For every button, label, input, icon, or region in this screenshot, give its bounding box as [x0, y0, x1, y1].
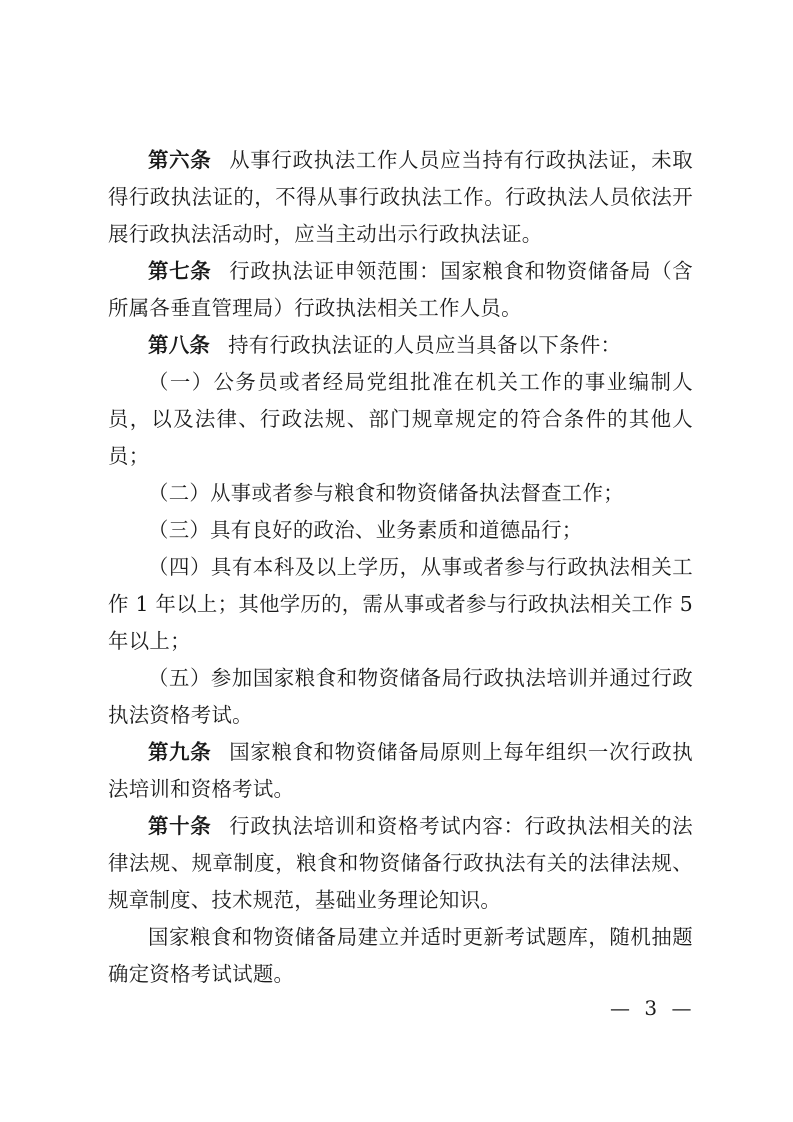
article-7 — [108, 253, 693, 327]
article-label: 第六条 — [148, 148, 212, 172]
article-10 — [108, 808, 693, 919]
condition-4 — [108, 549, 693, 660]
condition-5 — [108, 660, 693, 734]
article-label: 第十条 — [148, 814, 212, 838]
article-text: 国家粮食和物资储备局原则上每年组织一次行政执法培训和资格考试。 — [108, 740, 693, 801]
page-number: — 3 — — [610, 996, 696, 1020]
condition-3 — [108, 512, 693, 549]
condition-text: （四）具有本科及以上学历，从事或者参与行政执法相关工作 1 年以上；其他学历的，需从事或者参与行政执法相关工作 5 年以上； — [108, 555, 693, 653]
article-label: 第九条 — [148, 740, 212, 764]
condition-2 — [108, 475, 693, 512]
condition-text: （三）具有良好的政治、业务素质和道德品行； — [148, 518, 583, 542]
article-label: 第八条 — [148, 333, 211, 357]
article-text: 从事行政执法工作人员应当持有行政执法证，未取得行政执法证的，不得从事行政执法工作。行政执法人员依法开展行政执法活动时，应当主动出示行政执法证。 — [108, 148, 693, 246]
exam-question-bank-paragraph — [108, 919, 693, 993]
article-6 — [108, 142, 693, 253]
condition-text: （二）从事或者参与粮食和物资储备执法督查工作； — [148, 481, 624, 505]
article-8 — [108, 327, 693, 364]
article-9 — [108, 734, 693, 808]
article-label: 第七条 — [148, 259, 212, 283]
condition-text: （一）公务员或者经局党组批准在机关工作的事业编制人员，以及法律、行政法规、部门规章规定的符合条件的其他人员； — [108, 370, 693, 468]
condition-1 — [108, 364, 693, 475]
article-text: 持有行政执法证的人员应当具备以下条件： — [228, 333, 622, 357]
article-text: 行政执法培训和资格考试内容：行政执法相关的法律法规、规章制度，粮食和物资储备行政执法有关的法律法规、规章制度、技术规范，基础业务理论知识。 — [108, 814, 693, 912]
paragraph-text: 国家粮食和物资储备局建立并适时更新考试题库，随机抽题确定资格考试试题。 — [108, 925, 693, 986]
condition-text: （五）参加国家粮食和物资储备局行政执法培训并通过行政执法资格考试。 — [108, 666, 693, 727]
document-body — [108, 142, 693, 993]
article-text: 行政执法证申领范围：国家粮食和物资储备局（含所属各垂直管理局）行政执法相关工作人员。 — [108, 259, 693, 320]
